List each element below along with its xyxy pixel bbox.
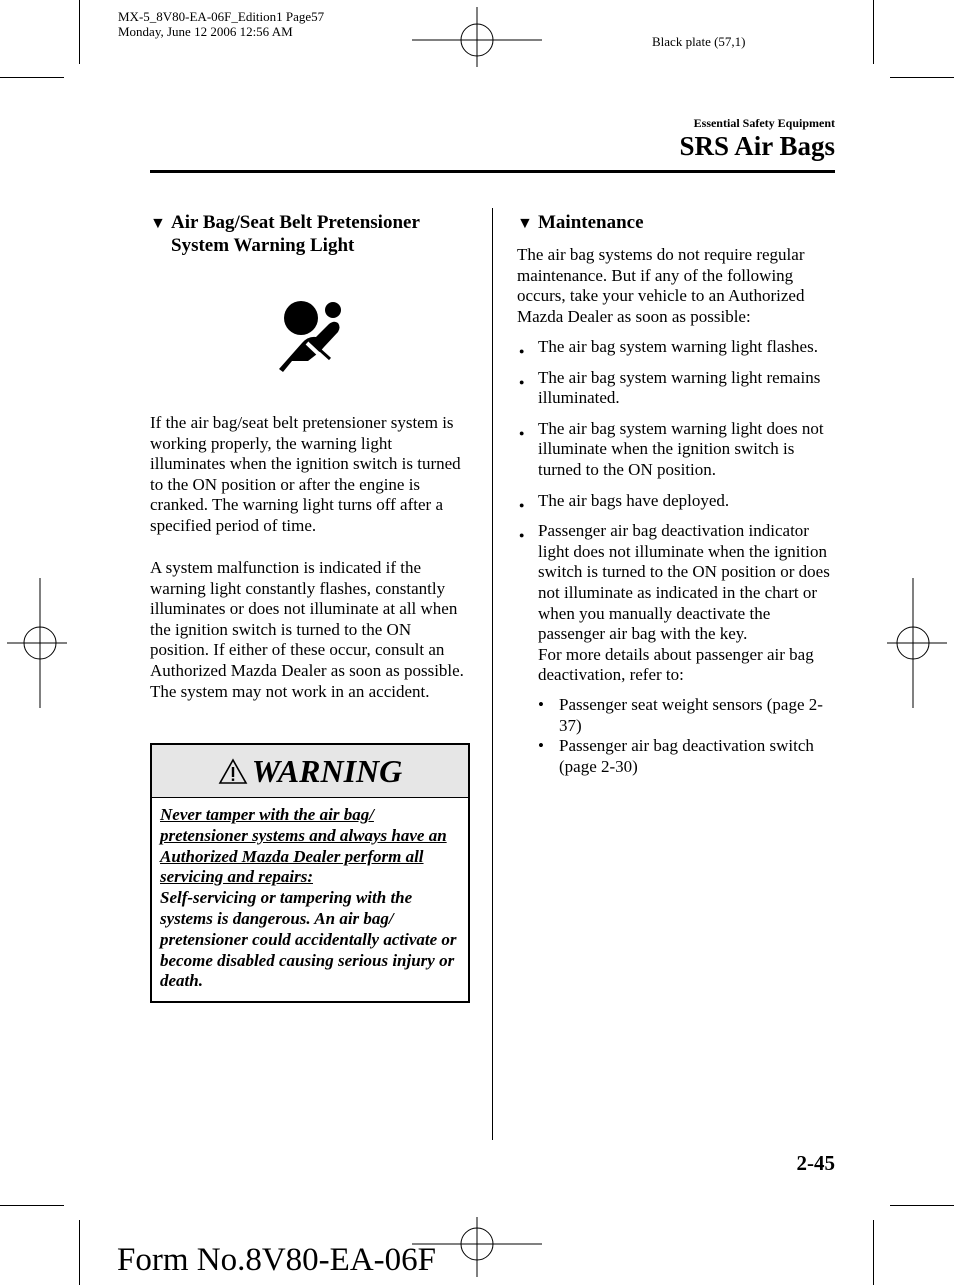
maintenance-list bbox=[517, 337, 837, 787]
bullet-icon: ● bbox=[519, 530, 525, 541]
warning-box bbox=[150, 743, 470, 1003]
bullet-extra: For more details about passenger air bag deactivation, refer to: bbox=[538, 644, 814, 685]
header-rule bbox=[150, 170, 835, 173]
list-item: ● The air bag system warning light remains illuminated. bbox=[519, 367, 821, 408]
bullet-icon: ● bbox=[519, 376, 525, 387]
list-item: ● The air bag system warning light flashes. bbox=[517, 337, 837, 358]
bullet-icon: ● bbox=[519, 346, 525, 356]
reference-item: • Passenger seat weight sensors (page 2-37) bbox=[538, 694, 823, 735]
warning-triangle-icon bbox=[218, 758, 248, 785]
print-meta bbox=[118, 9, 324, 39]
sub-bullet-icon: • bbox=[538, 736, 544, 756]
left-paragraph-2: A system malfunction is indicated if the warning light constantly flashes, constantly illuminates or does not illuminate at all when the ignition switch is turned to the ON position. If either of these occur, consult an Authorized Mazda Dealer as soon as possible. The system may not work in an accident. bbox=[150, 558, 464, 701]
print-meta-line1: MX-5_8V80-EA-06F_Edition1 Page57 bbox=[118, 9, 325, 24]
print-meta-line2: Monday, June 12 2006 12:56 AM bbox=[118, 24, 293, 39]
section-label: Essential Safety Equipment bbox=[693, 116, 835, 130]
triangle-marker-icon: ▼ bbox=[517, 215, 533, 232]
right-intro: The air bag systems do not require regular maintenance. But if any of the following occurs, take your vehicle to an Authorized Mazda Dealer as soon as possible: bbox=[517, 245, 805, 326]
reference-item: • Passenger air bag deactivation switch (page 2-30) bbox=[538, 736, 814, 776]
bullet-icon: ● bbox=[519, 499, 525, 510]
right-heading-text: Maintenance bbox=[538, 212, 644, 233]
warning-body bbox=[152, 798, 468, 992]
reference-list bbox=[538, 695, 837, 777]
registration-mark-top bbox=[410, 5, 544, 69]
warning-text: Self-servicing or tampering with the systems is dangerous. An air bag/ pretensioner could accidentally activate or become disabled causing serious injury or death. bbox=[160, 888, 457, 991]
page-title: SRS Air Bags bbox=[679, 131, 835, 161]
list-item: ● Passenger air bag deactivation indicator light does not illuminate when the ignition switch is turned to the ON position or does not illuminate as indicated in the chart or when you manually deactivate the passenger air bag with the key. For more details about passenger air bag deactivation, refer to: • Passenger seat weight sensors (page 2-37) • Passenger air bag deactivation switch (page 2-30) bbox=[517, 521, 837, 777]
right-heading bbox=[517, 212, 644, 235]
plate-label: Black plate (57,1) bbox=[652, 34, 746, 49]
left-heading bbox=[150, 212, 470, 257]
left-heading-line2: System Warning Light bbox=[171, 235, 355, 256]
warning-underlined-text: Never tamper with the air bag/ pretensioner systems and always have an Authorized Mazda Dealer perform all servicing and repairs: bbox=[160, 805, 447, 887]
form-number: Form No.8V80-EA-06F bbox=[117, 1242, 436, 1278]
airbag-warning-light-icon bbox=[274, 299, 344, 373]
left-paragraph-1: If the air bag/seat belt pretensioner system is working properly, the warning light illuminates when the ignition switch is turned to the ON position or after the engine is cranked. The warning light turns off after a specified period of time. bbox=[150, 413, 461, 535]
warning-header bbox=[152, 745, 468, 798]
registration-mark-left bbox=[5, 576, 69, 710]
list-item: ● The air bags have deployed. bbox=[517, 491, 837, 512]
column-divider bbox=[492, 208, 493, 1140]
triangle-marker-icon: ▼ bbox=[150, 215, 166, 232]
list-item: ● The air bag system warning light does not illuminate when the ignition switch is turned to the ON position. bbox=[519, 418, 824, 479]
page-number: 2-45 bbox=[796, 1151, 835, 1175]
left-heading-line1: Air Bag/Seat Belt Pretensioner bbox=[171, 212, 420, 233]
registration-mark-right bbox=[885, 576, 949, 710]
sub-bullet-icon: • bbox=[538, 694, 544, 714]
warning-title: WARNING bbox=[251, 752, 403, 789]
bullet-icon: ● bbox=[519, 427, 525, 438]
